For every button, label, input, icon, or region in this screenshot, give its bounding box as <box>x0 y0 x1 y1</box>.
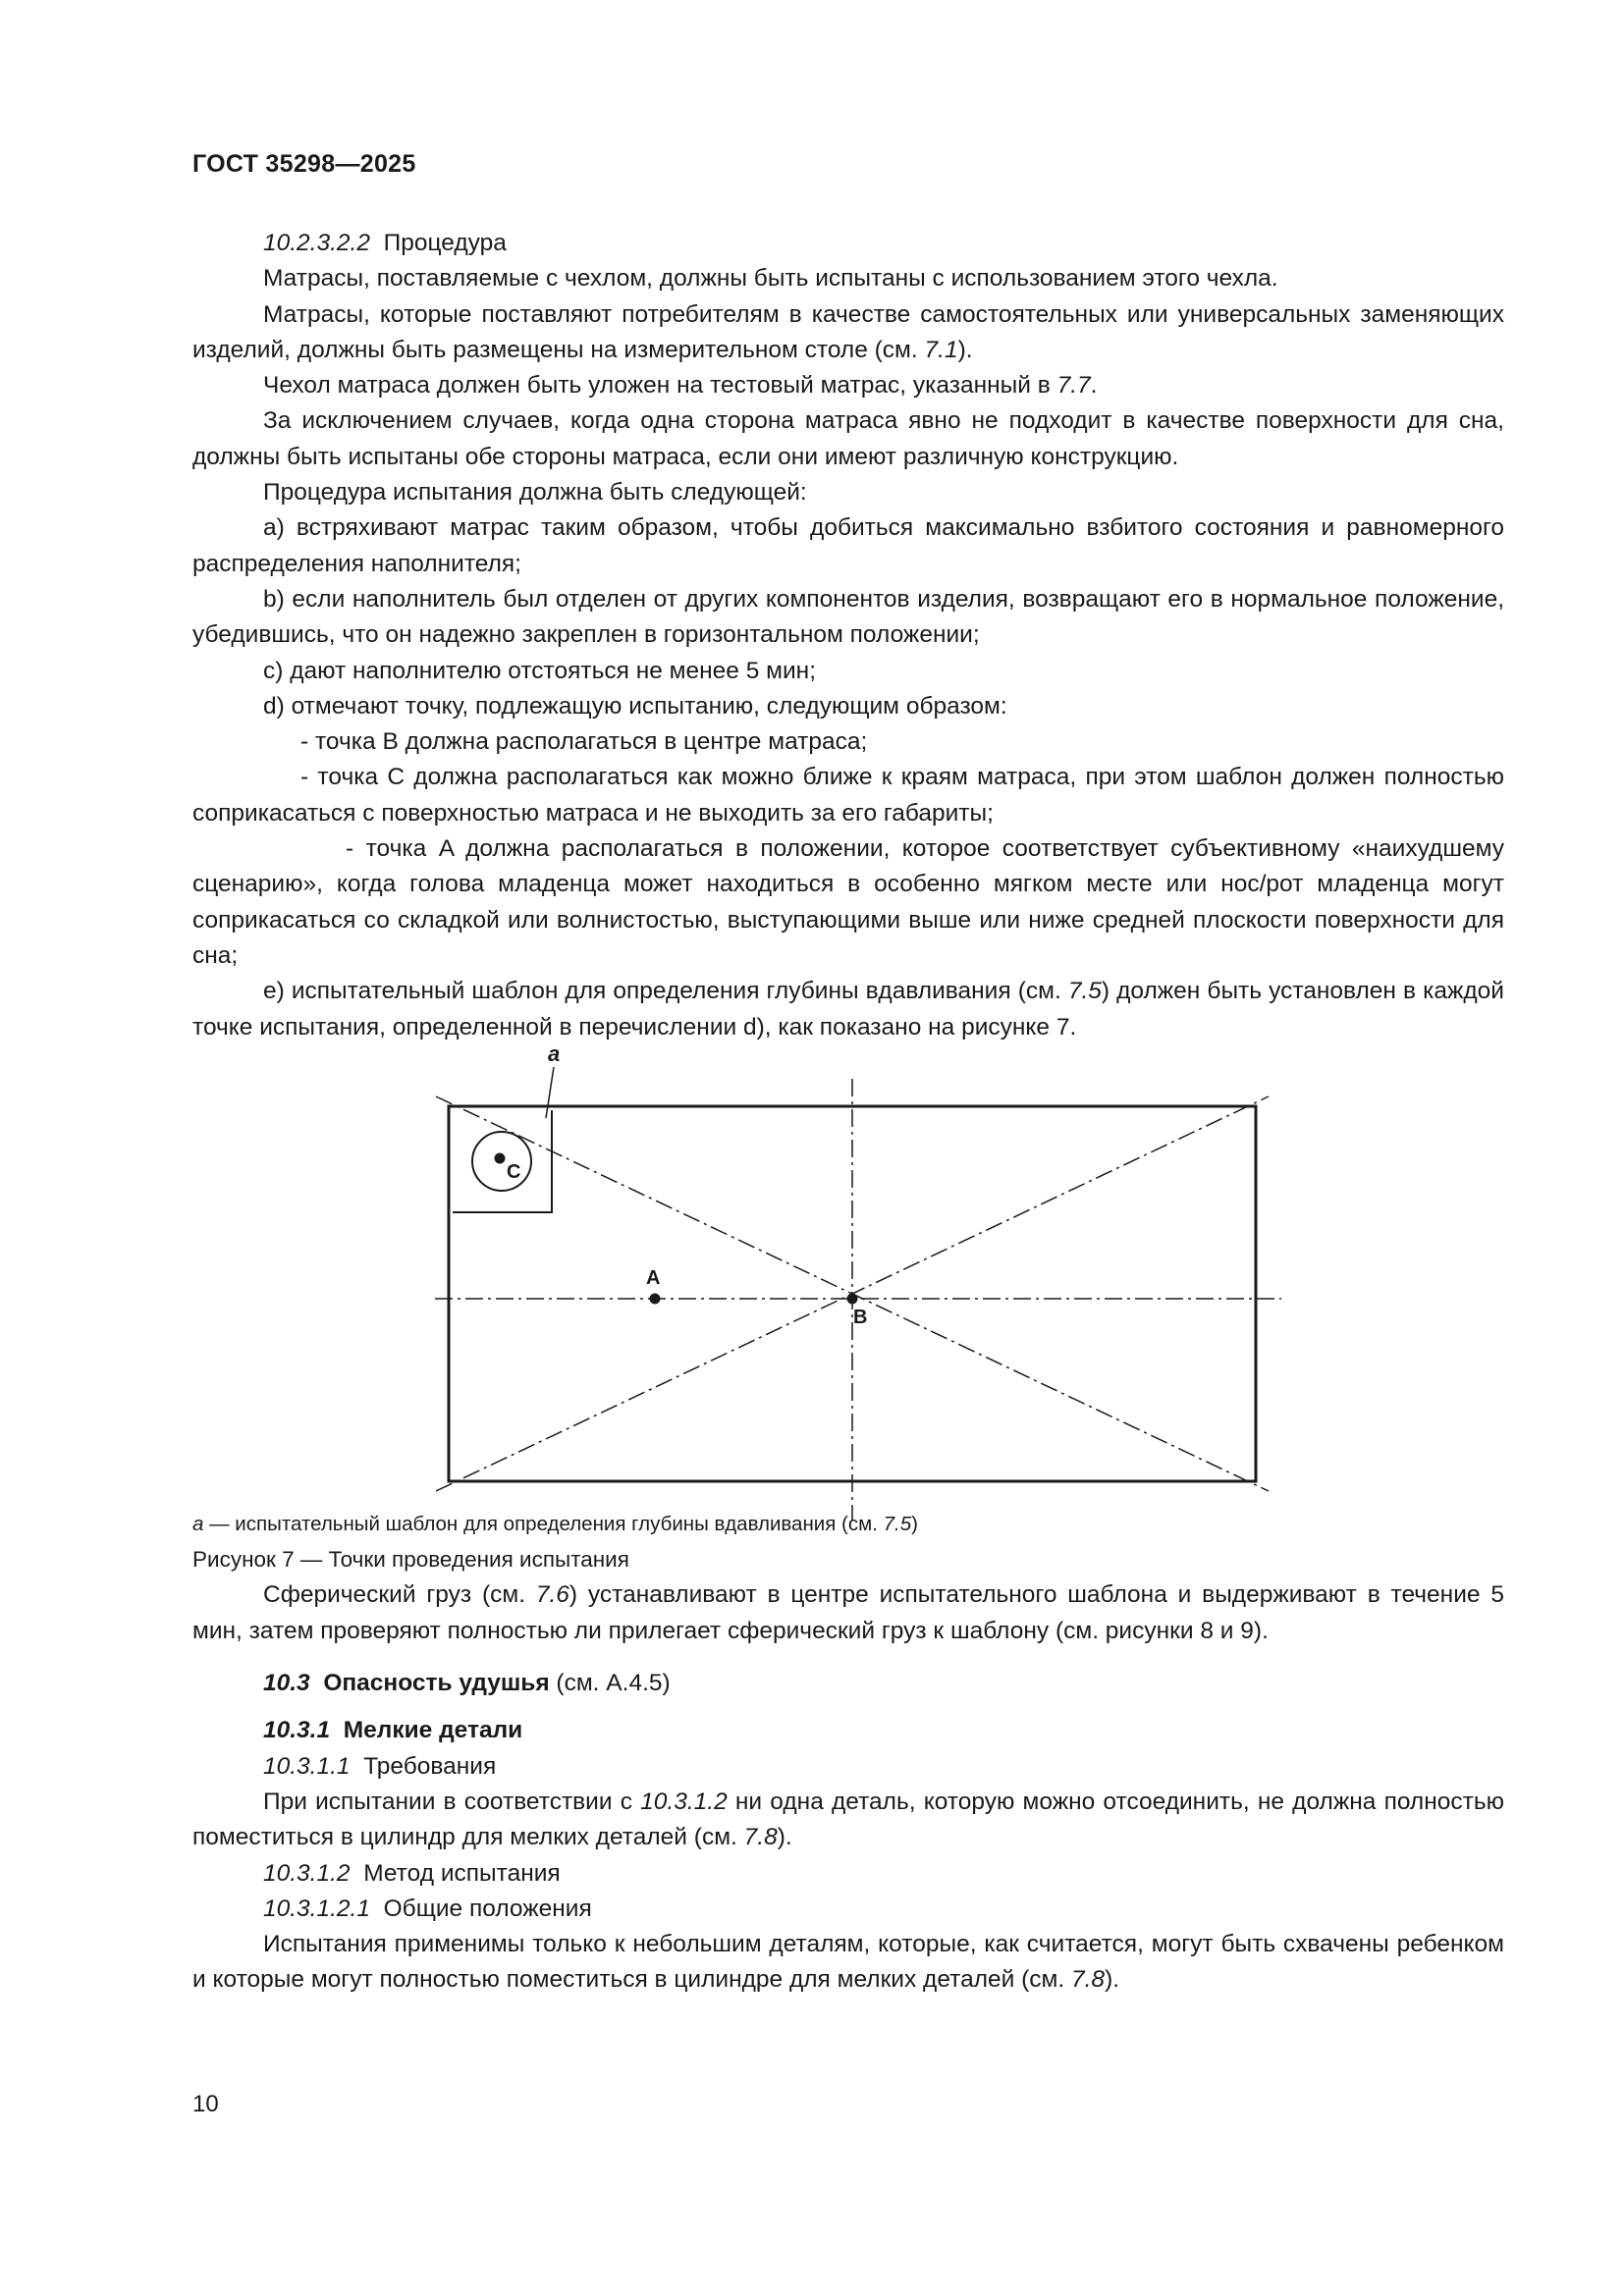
clause-reference: 7.7 <box>1056 372 1091 400</box>
clause-reference: 7.8 <box>1071 1966 1106 1994</box>
list-item-c: c) дают наполнителю отстояться не менее 5 мин; <box>263 657 817 684</box>
clause-heading-10-2-3-2-2 <box>192 226 1504 261</box>
clause-reference: 7.5 <box>1067 978 1102 1005</box>
clause-heading-10-3-1-2-1: 10.3.1.2.1 Общие положения <box>263 1895 592 1922</box>
paragraph: Процедура испытания должна быть следующей: <box>263 479 807 507</box>
point-a <box>650 1293 661 1304</box>
figure-legend: a — испытательный шаблон для определения глубины вдавливания (см. 7.5) <box>192 1512 918 1535</box>
sub-list-item: - точка C должна располагаться как можно ближе к краям матраса, при этом шаблон должен полностью соприкасаться с поверхностью матраса и не выходить за его габариты; <box>192 764 1504 827</box>
clause-reference: 7.1 <box>924 336 958 363</box>
document-header: ГОСТ 35298—2025 <box>192 150 416 178</box>
paragraph: Чехол матраса должен быть уложен на тестовый матрас, указанный в 7.7. <box>263 372 1098 400</box>
clause-heading-10-3-1: 10.3.1 Мелкие детали <box>263 1717 523 1744</box>
point-b <box>847 1293 858 1304</box>
label-a: a <box>548 1041 561 1066</box>
figure-caption: Рисунок 7 — Точки проведения испытания <box>192 1547 629 1573</box>
clause-heading-10-3-1-2: 10.3.1.2 Метод испытания <box>263 1859 561 1887</box>
clause-reference: 7.6 <box>535 1581 569 1609</box>
clause-heading-10-3-1-1: 10.3.1.1 Требования <box>263 1752 497 1780</box>
sub-list-item: - точка A должна располагаться в положении, которое соответствует субъективному «наихудшему сценарию», когда голова младенца может находиться в особенно мягком месте или нос/рот младенца могут соприкасаться со складкой или волнистостью, выступающими выше или ниже средней плоскости поверхности для сна; <box>192 835 1504 969</box>
sub-list-item: - точка B должна располагаться в центре матраса; <box>300 728 868 756</box>
list-item-a: a) встряхивают матрас таким образом, чтобы добиться максимально взбитого состояния и равномерного распределения наполнителя; <box>192 514 1504 577</box>
label-b: B <box>853 1306 868 1328</box>
clause-title: Процедура <box>383 230 507 256</box>
paragraph: Испытания применимы только к небольшим деталям, которые, как считается, могут быть схвачены ребенком и которые могут полностью поместиться в цилиндре для мелких деталей (см. 7.8). <box>192 1931 1504 1994</box>
figure-7 <box>192 1041 1504 1507</box>
point-c <box>495 1152 506 1163</box>
paragraph: За исключением случаев, когда одна сторона матраса явно не подходит в качестве поверхности для сна, должны быть испытаны обе стороны матраса, если они имеют различную конструкцию. <box>192 407 1504 470</box>
paragraph: Сферический груз (см. 7.6) устанавливают в центре испытательного шаблона и выдерживают в течение 5 мин, затем проверяют полностью ли прилегает сферический груз к шаблону (см. рисунки 8 и 9). <box>192 1581 1504 1644</box>
document-body <box>192 226 1504 1999</box>
figure-7-diagram <box>192 1041 1504 1507</box>
list-item-b: b) если наполнитель был отделен от других компонентов изделия, возвращают его в нормальное положение, убедившись, что он надежно закреплен в горизонтальном положении; <box>192 585 1504 649</box>
list-item-e: e) испытательный шаблон для определения глубины вдавливания (см. 7.5) должен быть установлен в каждой точке испытания, определенной в перечислении d), как показано на рисунке 7. <box>192 978 1504 1041</box>
label-c: C <box>507 1160 521 1183</box>
clause-heading-10-3: 10.3 Опасность удушья (см. А.4.5) <box>263 1670 671 1697</box>
page-number: 10 <box>192 2091 219 2117</box>
paragraph: Матрасы, поставляемые с чехлом, должны быть испытаны с использованием этого чехла. <box>263 265 1278 293</box>
clause-reference: 7.8 <box>743 1824 778 1851</box>
clause-number: 10.2.3.2.2 <box>263 230 370 256</box>
paragraph: При испытании в соответствии с 10.3.1.2 ни одна деталь, которую можно отсоединить, не должна полностью поместиться в цилиндр для мелких деталей (см. 7.8). <box>192 1788 1504 1851</box>
list-item-d: d) отмечают точку, подлежащую испытанию, следующим образом: <box>263 692 1007 720</box>
paragraph: Матрасы, которые поставляют потребителям в качестве самостоятельных или универсальных заменяющих изделий, должны быть размещены на измерительном столе (см. 7.1). <box>192 300 1504 363</box>
label-a-point: A <box>646 1266 661 1289</box>
clause-reference: 10.3.1.2 <box>640 1788 728 1815</box>
